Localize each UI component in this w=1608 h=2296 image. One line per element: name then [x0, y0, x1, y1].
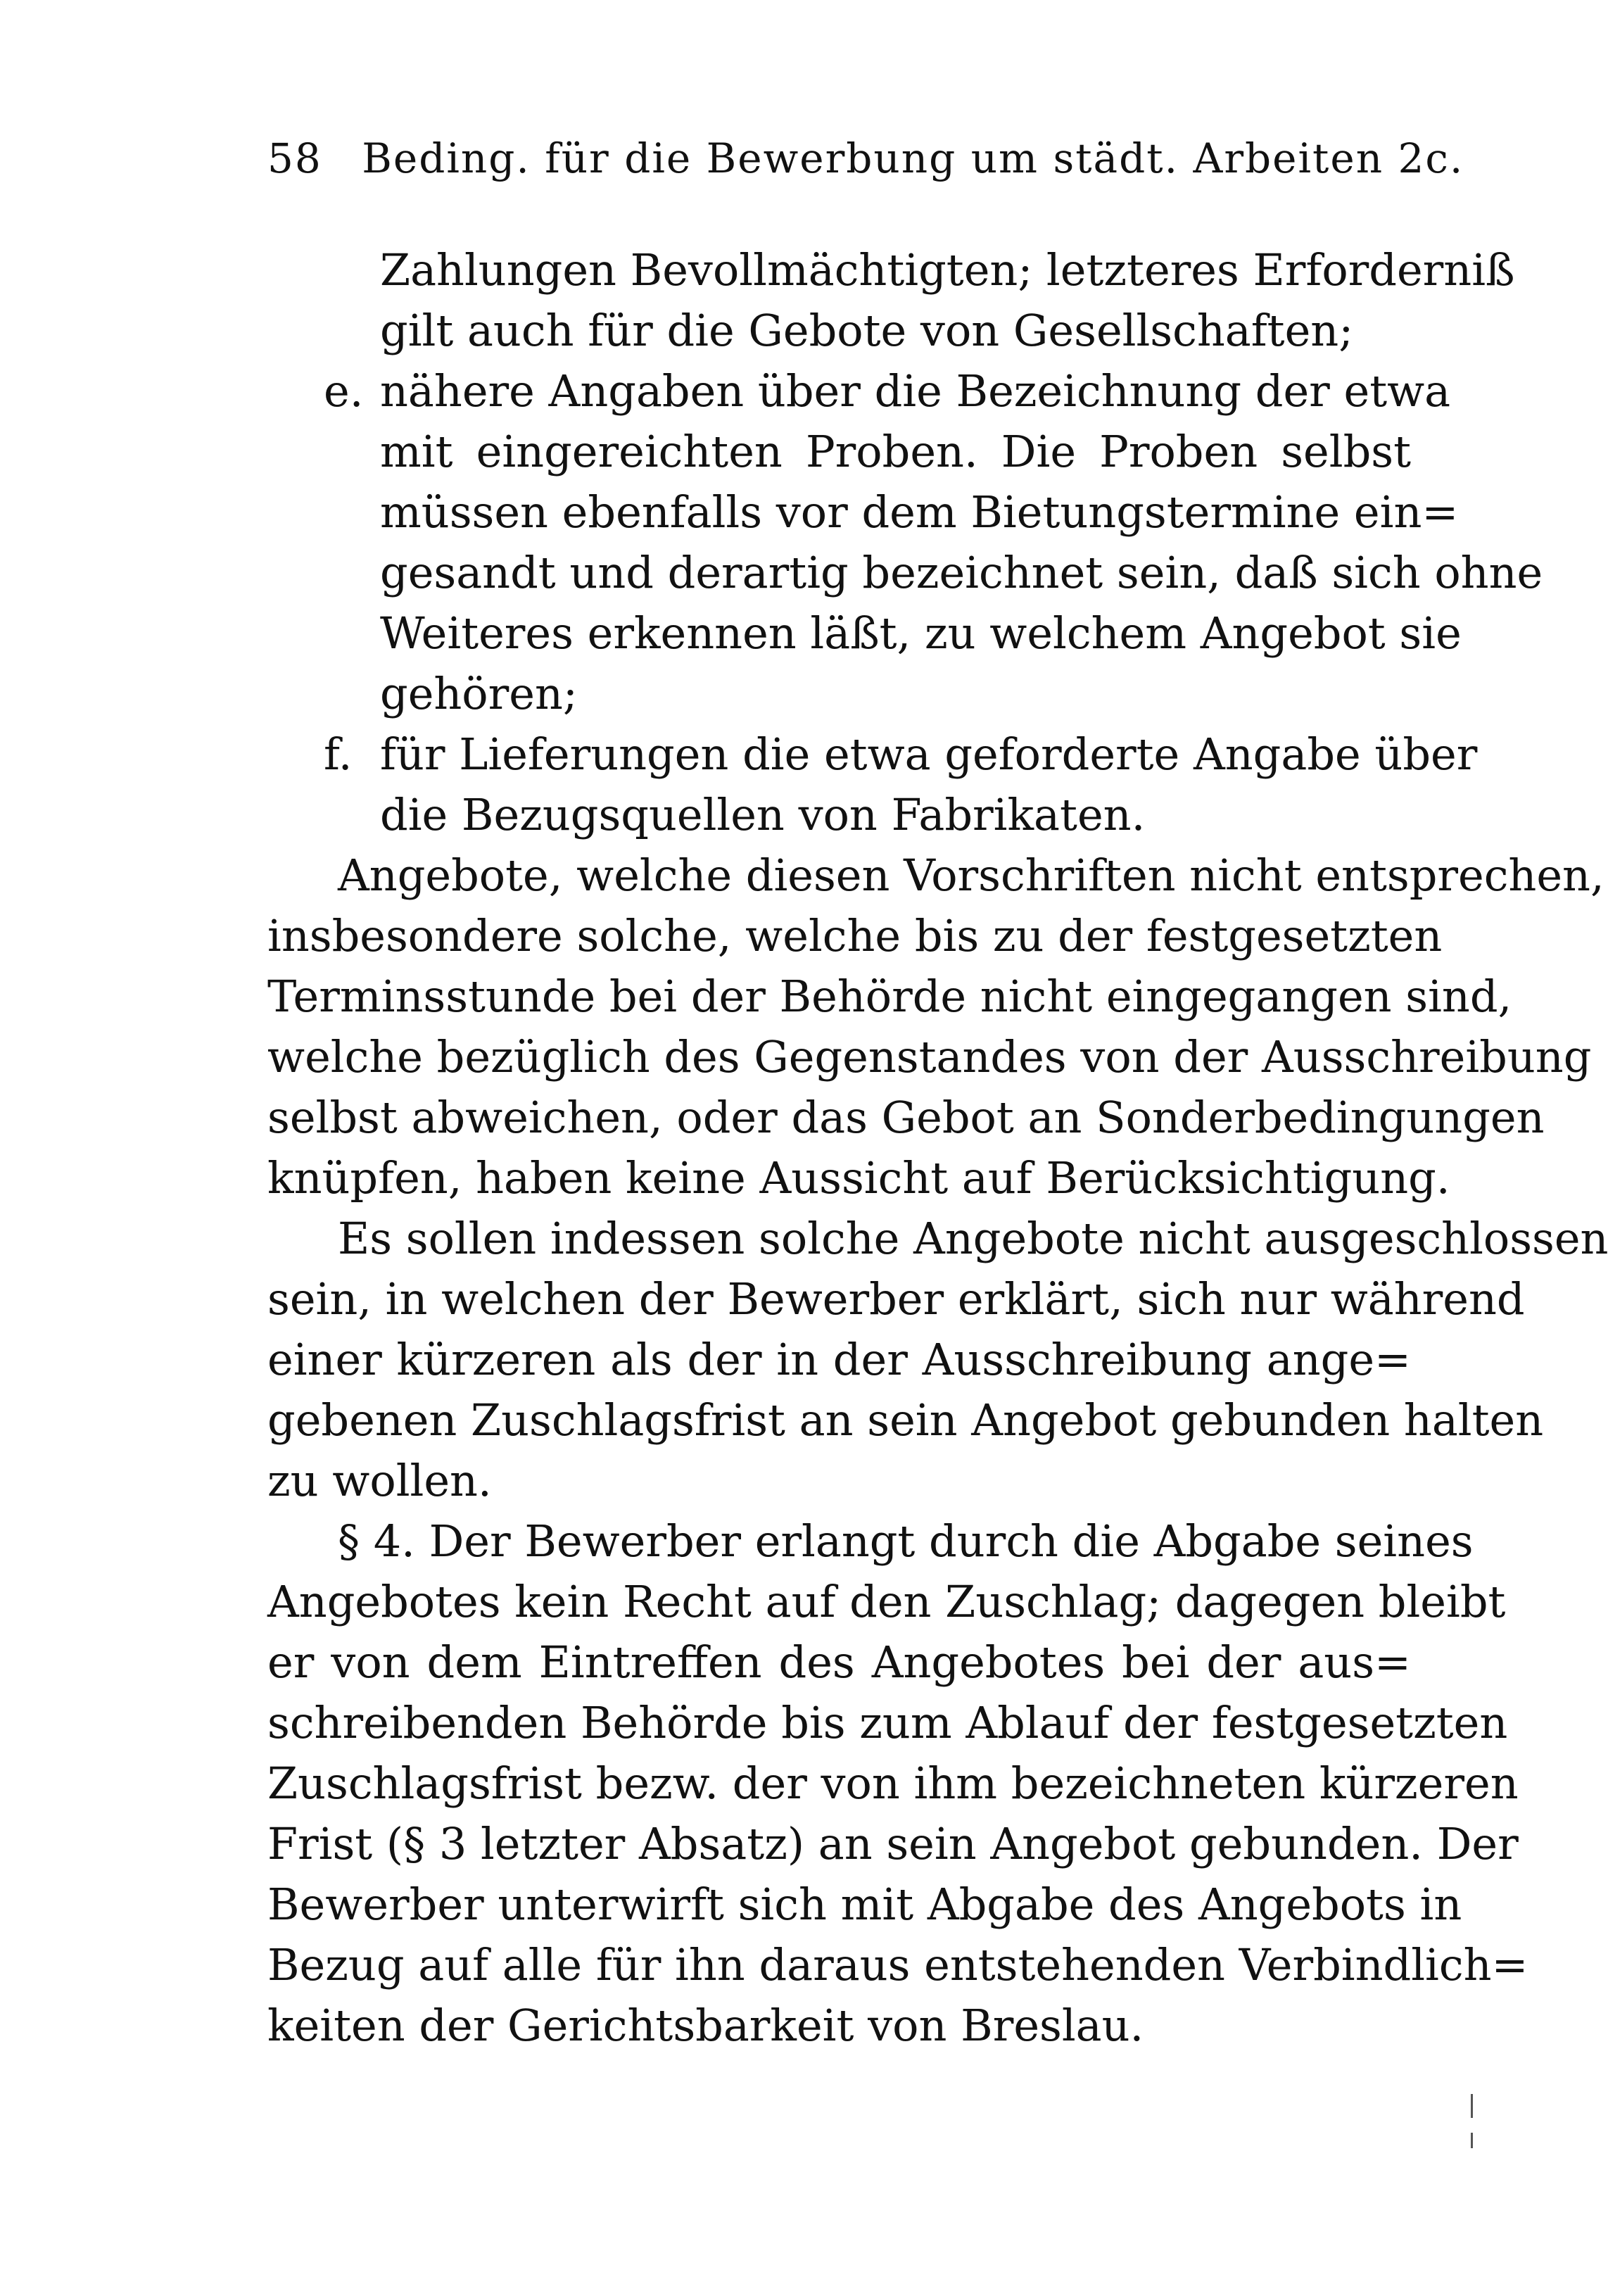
text-line: schreibenden Behörde bis zum Ablauf der festgesetzten	[267, 1697, 1508, 1748]
text-line: zu wollen.	[267, 1455, 492, 1506]
text-line: für Lieferungen die etwa geforderte Angabe über	[380, 728, 1478, 780]
list-marker-e: e.	[324, 365, 364, 417]
text-line: keiten der Gerichtsbarkeit von Breslau.	[267, 2000, 1144, 2051]
text-line: gesandt und derartig bezeichnet sein, daß sich ohne	[380, 547, 1543, 598]
text-line: Bezug auf alle für ihn daraus entstehenden Verbindlich=	[267, 1939, 1528, 1991]
text-line: Frist (§ 3 letzter Absatz) an sein Angebot gebunden. Der	[267, 1818, 1519, 1869]
running-title: Beding. für die Bewerbung um städt. Arbeiten 2c.	[362, 134, 1464, 182]
page-number: 58	[267, 134, 322, 182]
text-line: insbesondere solche, welche bis zu der festgesetzten	[267, 910, 1443, 961]
text-line: gehören;	[380, 668, 578, 719]
text-line: sein, in welchen der Bewerber erklärt, sich nur während	[267, 1273, 1525, 1325]
text-line: gebenen Zuschlagsfrist an sein Angebot gebunden halten	[267, 1394, 1544, 1446]
text-line: nähere Angaben über die Bezeichnung der etwa	[380, 365, 1451, 417]
text-line: müssen ebenfalls vor dem Bietungstermine ein=	[380, 486, 1459, 538]
text-line: Es sollen indessen solche Angebote nicht ausgeschlossen	[338, 1213, 1608, 1264]
text-line: gilt auch für die Gebote von Gesellschaften;	[380, 305, 1354, 356]
text-line: Angebote, welche diesen Vorschriften nicht entsprechen,	[338, 850, 1604, 901]
text-line: er von dem Eintreffen des Angebotes bei der aus=	[267, 1636, 1411, 1688]
scan-mark	[1471, 2133, 1473, 2148]
text-line: Angebotes kein Recht auf den Zuschlag; dagegen bleibt	[267, 1576, 1506, 1627]
text-line: selbst abweichen, oder das Gebot an Sonderbedingungen	[267, 1092, 1545, 1143]
text-line: Terminsstunde bei der Behörde nicht eingegangen sind,	[267, 971, 1512, 1022]
text-line: Weiteres erkennen läßt, zu welchem Angebot sie	[380, 607, 1462, 659]
text-line: einer kürzeren als der in der Ausschreibung ange=	[267, 1334, 1411, 1385]
text-line: knüpfen, haben keine Aussicht auf Berücksichtigung.	[267, 1152, 1450, 1204]
list-marker-f: f.	[324, 728, 353, 780]
text-line: Zahlungen Bevollmächtigten; letzteres Erforderniß	[380, 244, 1515, 296]
scan-mark	[1471, 2094, 1473, 2118]
text-line: mit eingereichten Proben. Die Proben selbst	[380, 426, 1411, 477]
text-line: Zuschlagsfrist bezw. der von ihm bezeichneten kürzeren	[267, 1758, 1519, 1809]
text-line: die Bezugsquellen von Fabrikaten.	[380, 789, 1146, 840]
text-line: Bewerber unterwirft sich mit Abgabe des Angebots in	[267, 1879, 1462, 1930]
text-line: welche bezüglich des Gegenstandes von der Ausschreibung	[267, 1031, 1592, 1083]
text-line: § 4. Der Bewerber erlangt durch die Abgabe seines	[338, 1515, 1474, 1567]
running-header	[267, 127, 1464, 190]
